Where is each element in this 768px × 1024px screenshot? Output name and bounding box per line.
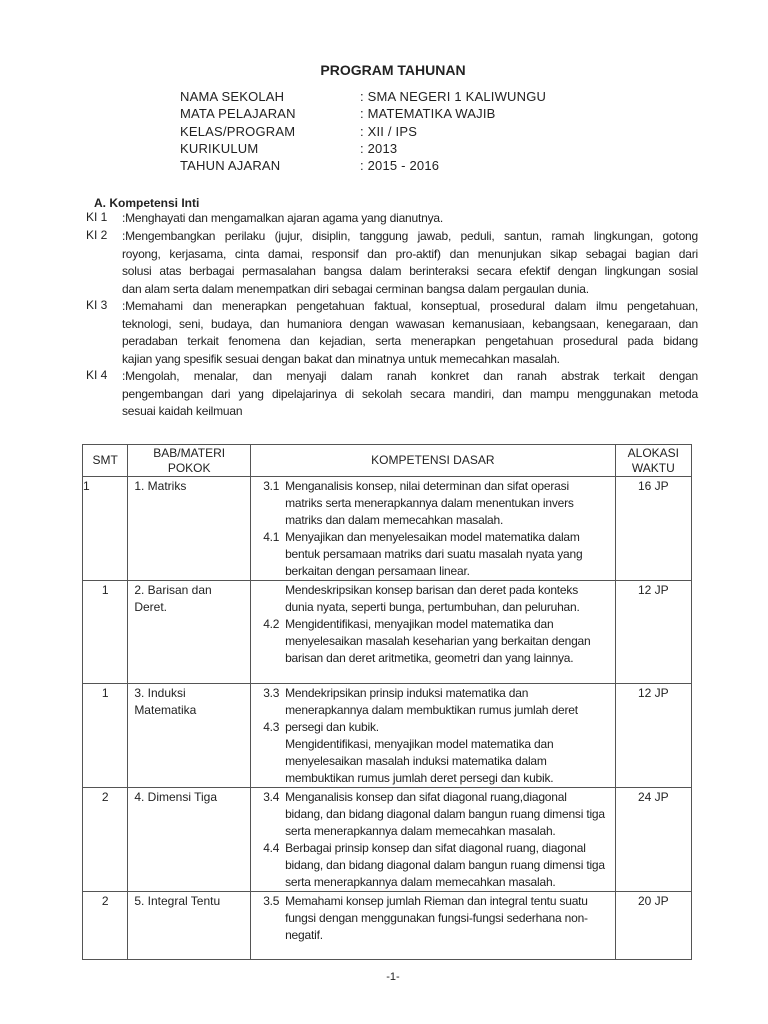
kd-number (251, 736, 285, 787)
header-kd: KOMPETENSI DASAR (251, 445, 616, 477)
kd-text: Berbagai prinsip konsep dan sifat diagonal ruang, diagonal bidang, dan bidang diagonal dalam bangun ruang dimensi tiga serta menerapkannya dalam memecahkan masalah. (285, 841, 605, 889)
ki-text-line: sesuai kaidah keilmuan (122, 404, 243, 419)
ki-label: KI 1 (86, 210, 108, 224)
ki-text-line: kajian yang spesifik sesuai dengan bakat dan minatnya untuk memecahkan masalah. (122, 351, 560, 366)
info-value: : XII / IPS (360, 123, 418, 139)
info-label: TAHUN AJARAN (180, 158, 281, 174)
header-smt: SMT (83, 445, 128, 477)
info-label: MATA PELAJARAN (180, 106, 296, 122)
table-row (83, 581, 692, 684)
program-table (82, 444, 692, 960)
table-row (83, 684, 692, 788)
kd-number: 3.1 (263, 479, 280, 493)
info-label: KURIKULUM (180, 140, 259, 156)
ki-text-line: teknologi, seni, budaya, dan humaniora dengan wawasan kemanusiaan, kebangsaan, kenegaraan, dan (122, 316, 698, 331)
smt-cell: 1 (101, 583, 109, 597)
smt-cell: 2 (101, 894, 109, 908)
ki-label: KI 2 (86, 228, 108, 242)
ki-text-line: solusi atas berbagai permasalahan bangsa dalam berinteraksi secara efektif dengan lingkungan sosial (122, 264, 698, 279)
kd-item (251, 736, 607, 787)
smt-cell: 1 (101, 686, 109, 700)
table-row (83, 892, 692, 960)
kd-number: 4.1 (263, 530, 280, 544)
table-header-row (83, 445, 692, 477)
kd-text: Mengidentifikasi, menyajikan model matematika dan menyelesaikan masalah keseharian yang berkaitan dengan barisan dan deret aritmetika, geometri dan yang lainnya. (285, 617, 591, 665)
kd-text: Memahami konsep jumlah Rieman dan integral tentu suatu fungsi dengan menggunakan fungsi-fungsi sederhana non-negatif. (285, 894, 588, 942)
table-row (83, 788, 692, 892)
kd-item (251, 529, 607, 580)
ki-text-line: pengembangan dari yang dipelajarinya di sekolah secara mandiri, dan mampu menggunakan metoda (122, 386, 698, 401)
bab-cell: 2. Barisan dan Deret. (134, 583, 212, 614)
kd-number: 4.3 (263, 720, 280, 734)
page-title: PROGRAM TAHUNAN (320, 62, 466, 78)
kd-item (251, 789, 607, 840)
info-value: : SMA NEGERI 1 KALIWUNGU (360, 89, 547, 104)
smt-cell: 1 (83, 479, 90, 493)
section-heading: A. Kompetensi Inti (94, 196, 200, 210)
ki-text-line: :Menghayati dan mengamalkan ajaran agama yang dianutnya. (122, 211, 444, 225)
waktu-cell: 12 JP (637, 686, 669, 700)
bab-cell: 3. Induksi Matematika (134, 686, 197, 717)
waktu-cell: 24 JP (637, 790, 669, 804)
kd-number: 3.4 (263, 790, 280, 804)
header-waktu: ALOKASI WAKTU (615, 445, 691, 477)
ki-text-line: :Mengolah, menalar, dan menyaji dalam ranah konkret dan ranah abstrak terkait dengan (122, 369, 698, 383)
info-label: NAMA SEKOLAH (180, 89, 285, 104)
info-label: KELAS/PROGRAM (180, 123, 296, 139)
kd-number: 3.5 (263, 894, 280, 908)
waktu-cell: 12 JP (637, 583, 669, 597)
waktu-cell: 16 JP (637, 479, 669, 493)
kd-text: Mendeskripsikan konsep barisan dan deret pada konteks dunia nyata, seperti bunga, pertumbuhan, dan peluruhan. (285, 583, 580, 614)
kd-item (251, 840, 607, 891)
kd-item (251, 616, 607, 667)
smt-cell: 2 (101, 790, 109, 804)
bab-cell: 1. Matriks (134, 479, 187, 493)
ki-text-line: dan alam serta dalam menempatkan diri sebagai cerminan bangsa dalam pergaulan dunia. (122, 281, 589, 296)
header-bab: BAB/MATERI POKOK (128, 445, 251, 477)
kd-number: 4.2 (263, 617, 280, 631)
page-number: -1- (386, 971, 400, 983)
table-row (83, 477, 692, 581)
ki-text-line: :Memahami dan menerapkan pengetahuan faktual, konseptual, prosedural dalam ilmu pengetahuan, (122, 299, 698, 313)
info-value: : 2013 (360, 140, 398, 156)
ki-label: KI 3 (86, 298, 108, 312)
bab-cell: 4. Dimensi Tiga (134, 790, 218, 804)
kd-text: Menyajikan dan menyelesaikan model matematika dalam bentuk persamaan matriks dari suatu masalah nyata yang berkaitan dengan persamaan linear. (285, 530, 583, 578)
ki-text-line: :Mengembangkan perilaku (jujur, disiplin, tanggung jawab, peduli, santun, ramah lingkungan, gotong (122, 229, 698, 243)
kd-item (251, 478, 607, 529)
kd-item (251, 685, 607, 719)
kd-number: 3.3 (263, 686, 280, 700)
kd-item (251, 893, 607, 944)
bab-cell: 5. Integral Tentu (134, 894, 221, 908)
kd-number: 4.4 (263, 841, 280, 855)
kd-text: persegi dan kubik. (285, 720, 379, 734)
kd-item (251, 719, 607, 736)
ki-text-line: peradaban terkait fenomena dan kejadian, serta menerapkan pengetahuan prosedural pada bidang (122, 334, 698, 349)
kd-text: Mendekripsikan prinsip induksi matematika dan menerapkannya dalam membuktikan rumus jumlah deret (285, 686, 578, 717)
kd-text: Menganalisis konsep, nilai determinan dan sifat operasi matriks serta menerapkannya dalam menentukan invers matriks dan dalam memecahkan masalah. (285, 479, 574, 527)
ki-text-line: royong, kerjasama, cinta damai, responsif dan pro-aktif) dan menunjukan sikap sebagai bagian dari (122, 246, 698, 261)
kd-number (251, 582, 285, 616)
kd-item (251, 582, 607, 616)
kd-text: Menganalisis konsep dan sifat diagonal ruang,diagonal bidang, dan bidang diagonal dalam bangun ruang dimensi tiga serta menerapkannya dalam memecahkan masalah. (285, 790, 605, 838)
waktu-cell: 20 JP (637, 894, 669, 908)
info-value: : 2015 - 2016 (360, 158, 440, 174)
info-value: : MATEMATIKA WAJIB (360, 106, 496, 122)
ki-label: KI 4 (86, 368, 108, 382)
kd-text: Mengidentifikasi, menyajikan model matematika dan menyelesaikan masalah induksi matematika dalam membuktikan rumus jumlah deret persegi dan kubik. (285, 737, 554, 785)
